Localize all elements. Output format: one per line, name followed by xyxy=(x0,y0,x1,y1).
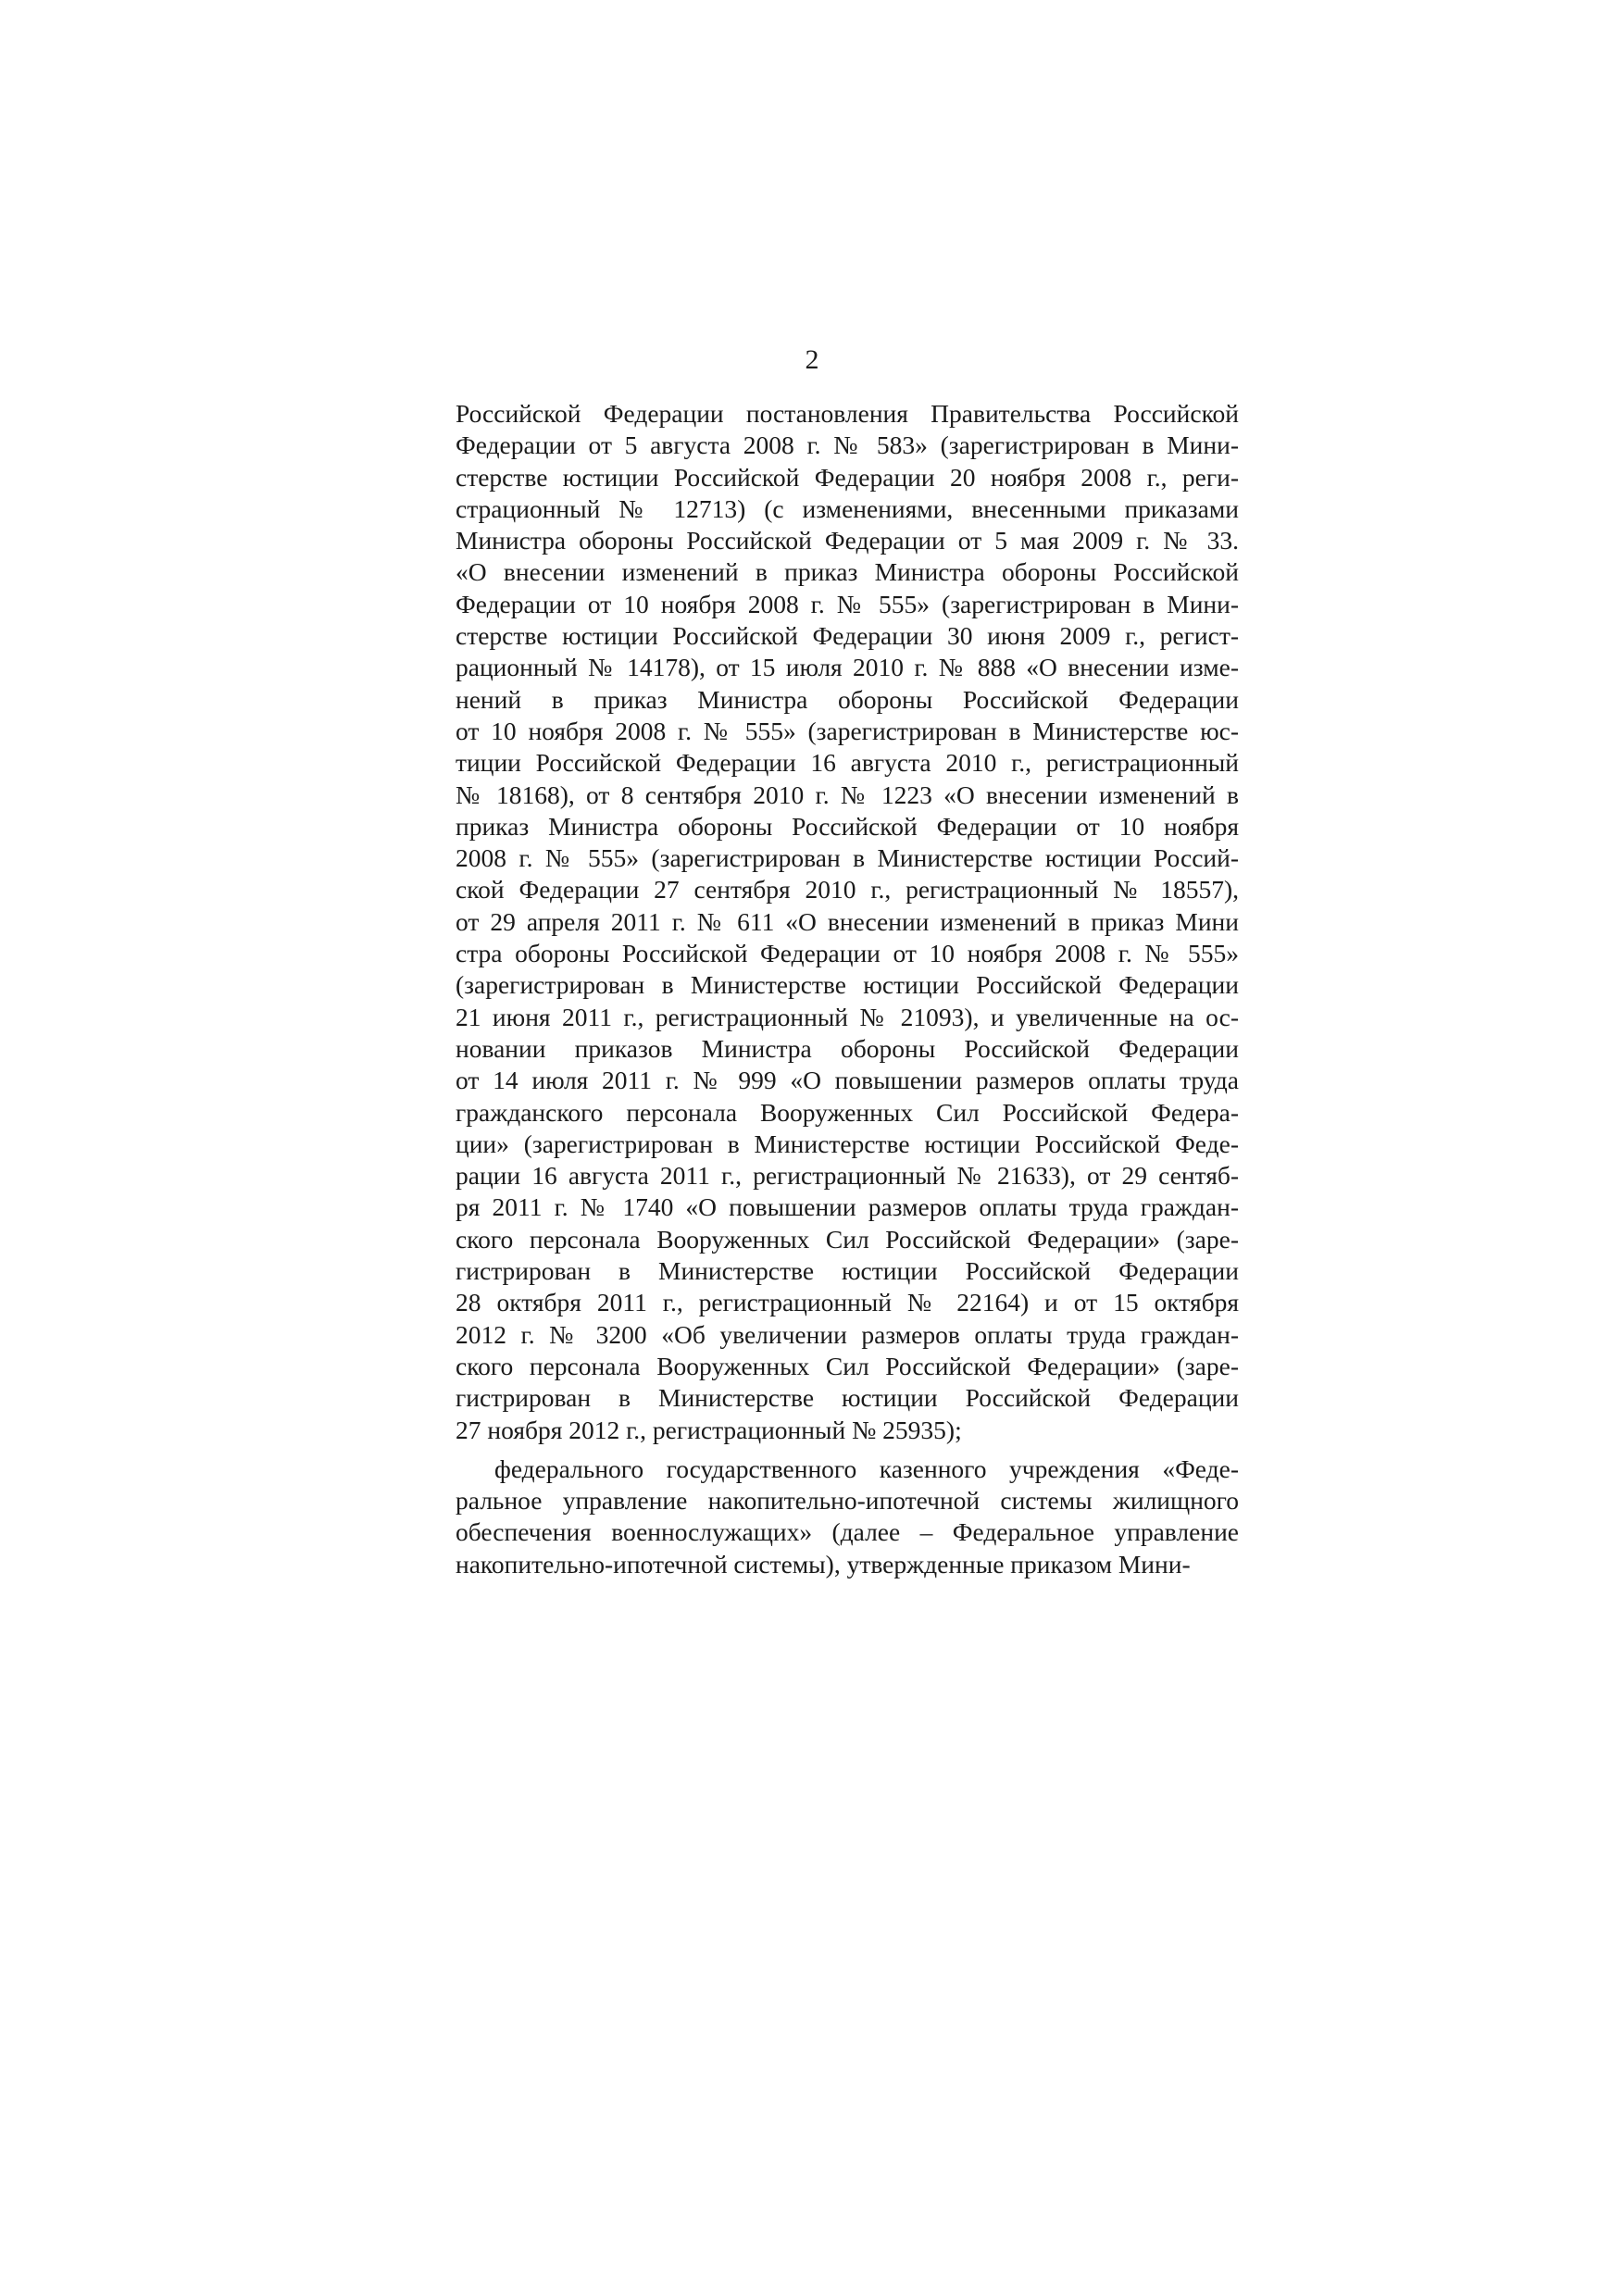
text-line: «О внесении изменений в приказ Министра обороны Российской xyxy=(456,557,1239,587)
text-line: гражданского персонала Вооруженных Сил Российской Федера- xyxy=(456,1097,1239,1127)
text-line: от 29 апреля 2011 г. № 611 «О внесении изменений в приказ Мини xyxy=(456,906,1239,936)
text-line: ции» (зарегистрирован в Министерстве юстиции Российской Феде- xyxy=(456,1129,1239,1158)
text-line: ральное управление накопительно-ипотечной системы жилищного xyxy=(456,1486,1239,1516)
text-line: Российской Федерации постановления Правительства Российской xyxy=(456,399,1239,428)
text-line: гистрирован в Министерстве юстиции Российской Федерации xyxy=(456,1383,1239,1413)
text-line: ского персонала Вооруженных Сил Российской Федерации» (заре- xyxy=(456,1224,1239,1254)
text-line: стра обороны Российской Федерации от 10 ноября 2008 г. № 555» xyxy=(456,939,1239,968)
text-line: обеспечения военнослужащих» (далее – Федеральное управление xyxy=(456,1517,1239,1547)
text-line: от 14 июля 2011 г. № 999 «О повышении размеров оплаты труда xyxy=(456,1066,1239,1095)
text-line: № 18168), от 8 сентября 2010 г. № 1223 «О внесении изменений в xyxy=(456,780,1239,809)
text-line: рации 16 августа 2011 г., регистрационный № 21633), от 29 сентяб- xyxy=(456,1161,1239,1191)
text-line: 2012 г. № 3200 «Об увеличении размеров оплаты труда граждан- xyxy=(456,1319,1239,1349)
paragraph-gap xyxy=(456,1446,1239,1454)
paragraph xyxy=(456,398,1239,1446)
text-line: Федерации от 10 ноября 2008 г. № 555» (зарегистрирован в Мини- xyxy=(456,589,1239,618)
text-line: гистрирован в Министерстве юстиции Российской Федерации xyxy=(456,1256,1239,1286)
text-line: от 10 ноября 2008 г. № 555» (зарегистрирован в Министерстве юс- xyxy=(456,716,1239,745)
text-line: накопительно-ипотечной системы), утвержденные приказом Мини- xyxy=(456,1549,1191,1578)
text-line: приказ Министра обороны Российской Федерации от 10 ноября xyxy=(456,811,1239,841)
text-line: нений в приказ Министра обороны Российской Федерации xyxy=(456,684,1239,714)
text-line: 2008 г. № 555» (зарегистрирован в Министерстве юстиции Россий- xyxy=(456,843,1239,873)
text-line: Федерации от 5 августа 2008 г. № 583» (зарегистрирован в Мини- xyxy=(456,430,1239,460)
text-line: ской Федерации 27 сентября 2010 г., регистрационный № 18557), xyxy=(456,875,1239,905)
text-line: страционный № 12713) (с изменениями, внесенными приказами xyxy=(456,493,1239,523)
page-number: 2 xyxy=(805,344,819,375)
text-line: новании приказов Министра обороны Российской Федерации xyxy=(456,1033,1239,1063)
text-line: ского персонала Вооруженных Сил Российской Федерации» (заре- xyxy=(456,1351,1239,1380)
text-line: стерстве юстиции Российской Федерации 20 ноября 2008 г., реги- xyxy=(456,462,1239,492)
text-line: (зарегистрирован в Министерстве юстиции Российской Федерации xyxy=(456,970,1239,1000)
text-line: ря 2011 г. № 1740 «О повышении размеров оплаты труда граждан- xyxy=(456,1192,1239,1222)
document-body xyxy=(456,398,1239,1580)
text-line: федерального государственного казенного учреждения «Феде- xyxy=(494,1454,1239,1483)
text-line: Министра обороны Российской Федерации от 5 мая 2009 г. № 33. xyxy=(456,526,1239,555)
text-line: стерстве юстиции Российской Федерации 30 июня 2009 г., регист- xyxy=(456,621,1239,651)
text-line: 27 ноября 2012 г., регистрационный № 25935); xyxy=(456,1415,962,1444)
text-line: 21 июня 2011 г., регистрационный № 21093), и увеличенные на ос- xyxy=(456,1002,1239,1031)
paragraph xyxy=(456,1454,1239,1580)
text-line: рационный № 14178), от 15 июля 2010 г. № 888 «О внесении изме- xyxy=(456,653,1239,682)
text-line: тиции Российской Федерации 16 августа 2010 г., регистрационный xyxy=(456,748,1239,778)
text-line: 28 октября 2011 г., регистрационный № 22164) и от 15 октября xyxy=(456,1288,1239,1317)
